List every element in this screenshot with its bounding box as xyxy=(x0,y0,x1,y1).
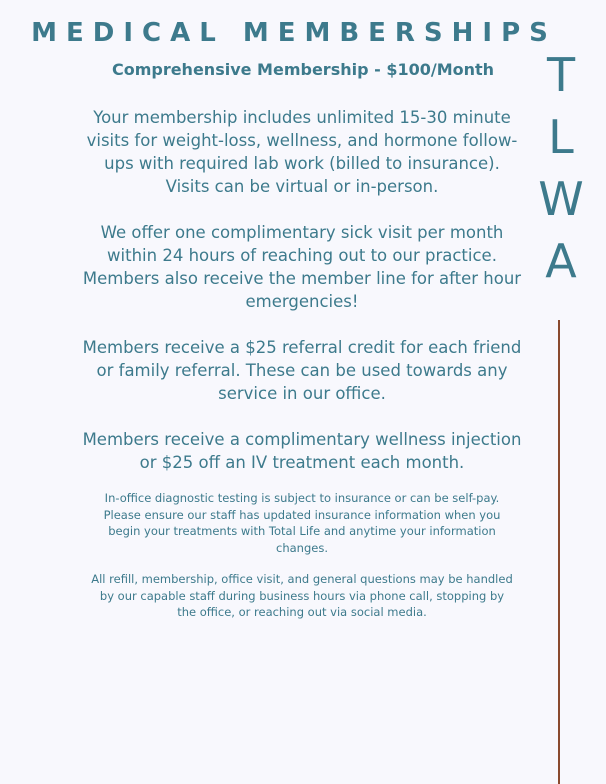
brand-letter-t: T xyxy=(546,48,576,102)
page-title: MEDICAL MEMBERSHIPS xyxy=(31,18,557,48)
paragraph-sick-visit: We offer one complimentary sick visit per month within 24 hours of reaching out to our practice. Members also receive the member line for after hour emergencies! xyxy=(82,223,522,311)
brand-letter-w: W xyxy=(538,172,584,226)
membership-subtitle: Comprehensive Membership - $100/Month xyxy=(111,60,495,79)
note-general-questions: All refill, membership, office visit, and general questions may be handled by our capable staff during business hours via phone call, stopping by the office, or reaching out via social media. xyxy=(91,572,513,619)
brand-letter-a: A xyxy=(545,234,577,288)
paragraph-wellness-injection: Members receive a complimentary wellness injection or $25 off an IV treatment each month. xyxy=(82,430,522,472)
paragraph-referral: Members receive a $25 referral credit for each friend or family referral. These can be used towards any service in our office. xyxy=(82,338,522,403)
brand-vertical-logo xyxy=(536,44,586,292)
brand-divider-line xyxy=(558,320,560,784)
paragraph-visits: Your membership includes unlimited 15-30 minute visits for weight-loss, wellness, and hormone follow-ups with required lab work (billed to insurance). Visits can be virtual or in-person. xyxy=(86,108,518,196)
brand-letter-l: L xyxy=(548,110,574,164)
note-diagnostic-testing: In-office diagnostic testing is subject to insurance or can be self-pay. Please ensure our staff has updated insurance information when you begin your treatments with Total Life and anytime your information changes. xyxy=(103,491,501,555)
